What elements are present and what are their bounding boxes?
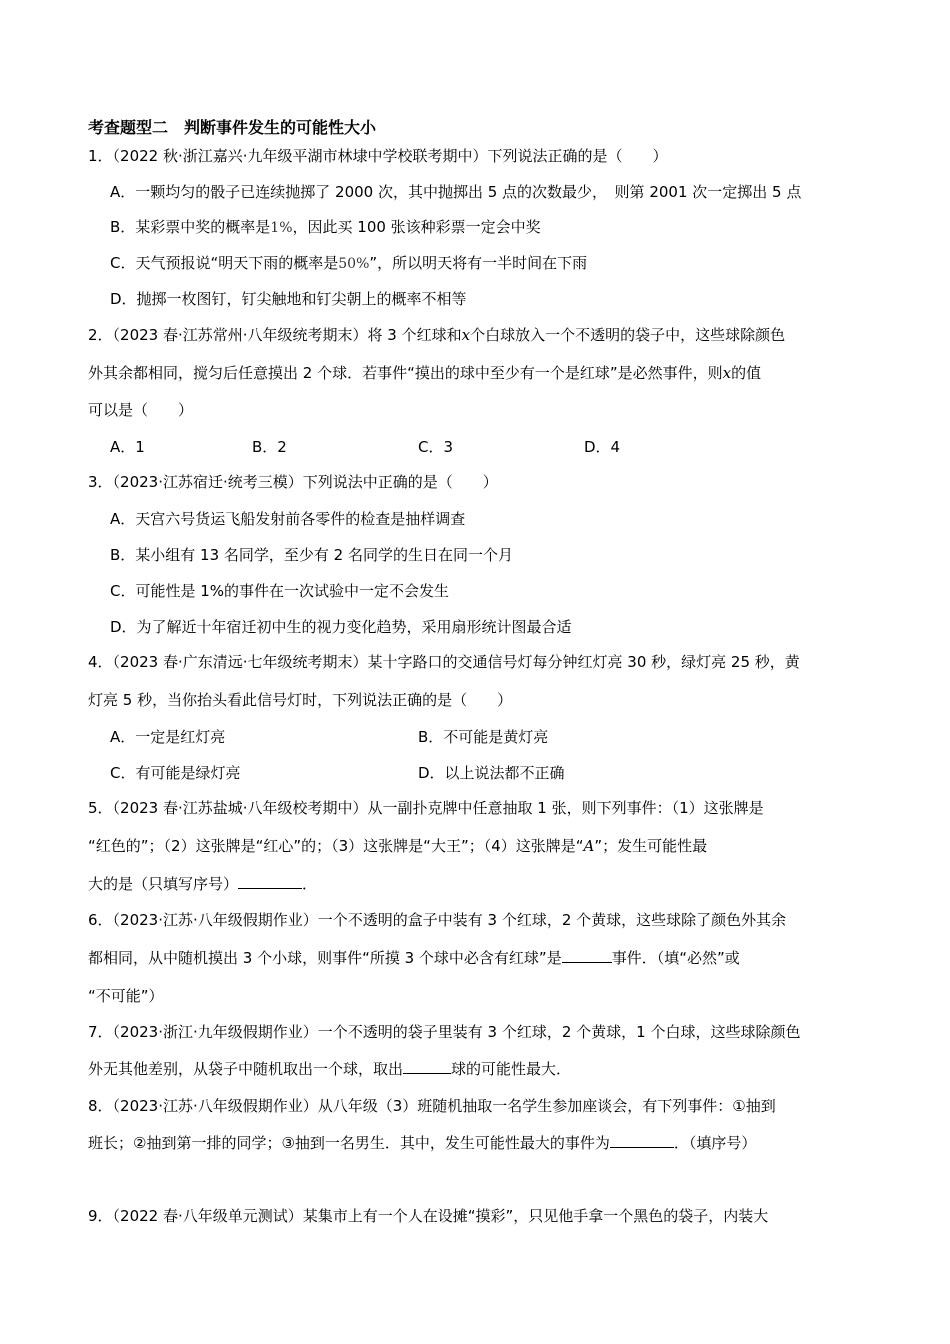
q8-answer-blank[interactable] [610,1133,674,1148]
q2-line2-text-b: 的值 [731,364,762,382]
q5-answer-blank[interactable] [238,874,302,889]
q4-line1: 4．（2023 春·广东清远·七年级统考期末）某十字路口的交通信号灯每分钟红灯亮 30 秒，绿灯亮 25 秒，黄 [88,653,800,671]
q3-option-d: D．为了解近十年宿迁初中生的视力变化趋势，采用扇形统计图最合适 [110,618,572,636]
q4-option-c: C．有可能是绿灯亮 [110,764,241,782]
q1-option-c-math: 50% [338,256,370,272]
q2-line1 [88,325,785,345]
q1-option-c-text-pre: C．天气预报说“明天下雨的概率是 [110,254,339,272]
q8-line2 [88,1133,756,1153]
q8-line2-text-b: ．（填序号） [673,1134,757,1152]
q6-line1: 6．（2023·江苏·八年级假期作业）一个不透明的盒子中装有 3 个红球，2 个黄球，这些球除了颜色外其余 [88,911,787,929]
q6-line2-text-b: 事件．（填“必然”或 [611,949,740,967]
q4-option-a: A．一定是红灯亮 [110,728,226,746]
q7-line2-text-a: 外无其他差别，从袋子中随机取出一个球，取出 [88,1060,404,1078]
q8-line2-text-a: 班长；②抽到第一排的同学；③抽到一名男生．其中，发生可能性最大的事件为 [88,1134,610,1152]
q5-line2 [88,836,707,856]
q7-line1: 7．（2023·浙江·九年级假期作业）一个不透明的袋子里装有 3 个红球，2 个黄球，1 个白球，这些球除颜色 [88,1023,801,1041]
q1-stem: 1．（2022 秋·浙江嘉兴·九年级平湖市林埭中学校联考期中）下列说法正确的是（ ） [88,147,668,165]
q6-line3: “不可能”） [88,987,164,1005]
q1-option-c [110,253,587,274]
q5-line2-text-a: “红色的”；（2）这张牌是“红心”的；（3）这张牌是“大王”；（4）这张牌是“ [88,837,584,855]
section-title: 考查题型二 判断事件发生的可能性大小 [88,118,377,137]
q1-option-b-math: 1% [270,220,293,236]
q1-option-b [110,217,541,238]
q2-option-d: D．4 [584,438,621,456]
q1-option-d: D．抛掷一枚图钉，钉尖触地和钉尖朝上的概率不相等 [110,290,467,308]
q3-option-a: A．天宫六号货运飞船发射前各零件的检查是抽样调查 [110,510,466,528]
q5-line2-text-b: ”；发生可能性最 [594,837,708,855]
q2-var-x: x [461,326,471,344]
q2-option-b: B．2 [252,438,287,456]
q2-line1-text-a: 2．（2023 春·江苏常州·八年级统考期末）将 3 个红球和 [88,326,462,344]
q2-line1-text-b: 个白球放入一个不透明的袋子中，这些球除颜色 [470,326,786,344]
q8-line1: 8．（2023·江苏·八年级假期作业）从八年级（3）班随机抽取一名学生参加座谈会，有下列事件：①抽到 [88,1097,776,1115]
q5-line1: 5．（2023 春·江苏盐城·八年级校考期中）从一副扑克牌中任意抽取 1 张，则下列事件：（1）这张牌是 [88,799,764,817]
q5-line3 [88,874,317,894]
q4-option-d: D．以上说法都不正确 [418,764,565,782]
q3-stem: 3．（2023·江苏宿迁·统考三模）下列说法中正确的是（ ） [88,473,498,491]
q2-line2-text-a: 外其余都相同，搅匀后任意摸出 2 个球．若事件“摸出的球中至少有一个是红球”是必然事件，则 [88,364,723,382]
q3-option-b: B．某小组有 13 名同学，至少有 2 名同学的生日在同一个月 [110,546,513,564]
q4-line2: 灯亮 5 秒，当你抬头看此信号灯时，下列说法正确的是（ ） [88,691,513,709]
q2-line3: 可以是（ ） [88,401,194,419]
q2-option-c: C．3 [418,438,454,456]
q1-option-a: A．一颗均匀的骰子已连续抛掷了 2000 次，其中抛掷出 5 点的次数最少， 则第 2001 次一定掷出 5 点 [110,183,802,201]
q2-option-a: A．1 [110,438,145,456]
q5-line3-text-b: ． [302,875,318,893]
q3-option-c: C．可能性是 1%的事件在一次试验中一定不会发生 [110,582,450,600]
q1-option-c-text-post: ”，所以明天将有一半时间在下雨 [369,254,588,272]
q6-answer-blank[interactable] [562,948,612,963]
q5-var-a: A [583,837,595,855]
q7-line2-text-b: 球的可能性最大． [451,1060,572,1078]
q7-answer-blank[interactable] [403,1059,451,1074]
q6-line2 [88,948,740,968]
q1-option-b-text-pre: B．某彩票中奖的概率是 [110,218,271,236]
q6-line2-text-a: 都相同，从中随机摸出 3 个小球，则事件“所摸 3 个球中必含有红球”是 [88,949,562,967]
q7-line2 [88,1059,571,1079]
q2-var-x-2: x [722,364,732,382]
q1-option-b-text-post: ，因此买 100 张该种彩票一定会中奖 [292,218,541,236]
q9-line1: 9．（2022 春·八年级单元测试）某集市上有一个人在设摊“摸彩”，只见他手拿一个黑色的袋子，内装大 [88,1207,769,1225]
q5-line3-text-a: 大的是（只填写序号） [88,875,239,893]
q4-option-b: B．不可能是黄灯亮 [418,728,549,746]
q2-line2 [88,363,761,383]
